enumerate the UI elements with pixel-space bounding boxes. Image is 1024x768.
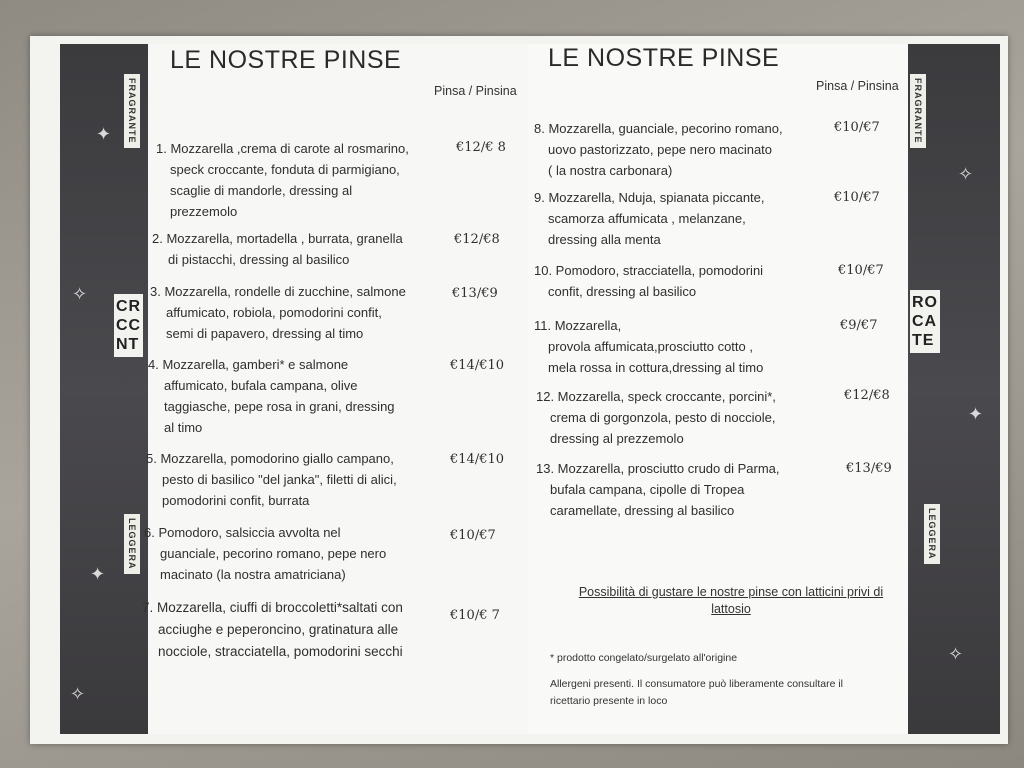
menu-item xyxy=(152,228,442,270)
item-line: semi di papavero, dressing al timo xyxy=(166,326,364,341)
item-line: pesto di basilico "del janka", filetti di alici, xyxy=(162,472,397,487)
menu-right-pane xyxy=(528,44,908,734)
item-line: guanciale, pecorino romano, pepe nero xyxy=(160,546,387,561)
menu-item xyxy=(536,386,826,449)
sparkle-icon: ✧ xyxy=(958,164,974,184)
item-line: 9. Mozzarella, Nduja, spianata piccante, xyxy=(534,190,765,205)
right-big-line: TE xyxy=(912,332,935,349)
frozen-product-note: * prodotto congelato/surgelato all'origine xyxy=(550,652,738,664)
sparkle-icon: ✦ xyxy=(90,564,106,584)
allergen-note xyxy=(550,676,920,710)
item-line: acciughe e peperoncino, gratinatura alle xyxy=(158,622,399,637)
lactose-free-note xyxy=(546,584,916,618)
item-price: €10/€7 xyxy=(834,190,880,205)
page-title: LE NOSTRE PINSE xyxy=(170,46,402,74)
left-big-letters xyxy=(114,294,143,357)
item-line: 8. Mozzarella, guanciale, pecorino romano, xyxy=(534,121,783,136)
item-line: 2. Mozzarella, mortadella , burrata, granella xyxy=(152,231,403,246)
item-price: €13/€9 xyxy=(846,461,892,476)
menu-item xyxy=(144,522,444,585)
item-line: dressing alla menta xyxy=(548,232,661,247)
item-price: €12/€ 8 xyxy=(456,140,506,155)
item-line: bufala campana, cipolle di Tropea xyxy=(550,482,745,497)
menu-item xyxy=(148,354,438,438)
page-title: LE NOSTRE PINSE xyxy=(548,44,780,72)
item-price: €10/€7 xyxy=(450,528,496,543)
left-big-line: CC xyxy=(116,317,142,334)
item-line: di pistacchi, dressing al basilico xyxy=(168,252,350,267)
price-column-label: Pinsa / Pinsina xyxy=(434,84,517,98)
item-price: €10/€7 xyxy=(838,263,884,278)
menu-item xyxy=(534,315,824,378)
item-line: 13. Mozzarella, prosciutto crudo di Parma, xyxy=(536,461,780,476)
right-bottom-tag: LEGGERA xyxy=(924,504,940,564)
menu-item xyxy=(534,187,824,250)
item-line: uovo pastorizzato, pepe nero macinato xyxy=(548,142,773,157)
item-line: taggiasche, pepe rosa in grani, dressing xyxy=(164,399,395,414)
sparkle-icon: ✧ xyxy=(72,284,88,304)
item-line: 6. Pomodoro, salsiccia avvolta nel xyxy=(144,525,341,540)
right-big-letters xyxy=(910,290,940,353)
item-price: €10/€ 7 xyxy=(450,608,500,623)
item-line: provola affumicata,prosciutto cotto , xyxy=(548,339,753,354)
item-price: €10/€7 xyxy=(834,120,880,135)
left-decorative-band xyxy=(60,44,148,734)
item-line: al timo xyxy=(164,420,203,435)
item-line: ( la nostra carbonara) xyxy=(548,163,673,178)
item-price: €14/€10 xyxy=(450,358,505,373)
item-line: nocciole, stracciatella, pomodorini secchi xyxy=(158,644,403,659)
item-line: 3. Mozzarella, rondelle di zucchine, salmone xyxy=(150,284,406,299)
item-price: €12/€8 xyxy=(844,388,890,403)
menu-item xyxy=(534,118,824,181)
item-line: crema di gorgonzola, pesto di nocciole, xyxy=(550,410,776,425)
right-big-line: CA xyxy=(912,313,938,330)
note-line: Allergeni presenti. Il consumatore può liberamente consultare il xyxy=(550,678,843,690)
item-line: 12. Mozzarella, speck croccante, porcini*, xyxy=(536,389,776,404)
item-line: pomodorini confit, burrata xyxy=(162,493,310,508)
note-line: ricettario presente in loco xyxy=(550,695,668,707)
item-line: scaglie di mandorle, dressing al xyxy=(170,183,353,198)
menu-item xyxy=(150,281,440,344)
menu-item xyxy=(534,260,824,302)
sparkle-icon: ✧ xyxy=(948,644,964,664)
menu-item xyxy=(146,448,446,511)
item-line: speck croccante, fonduta di parmigiano, xyxy=(170,162,400,177)
note-line: Possibilità di gustare le nostre pinse con latticini privi di xyxy=(578,585,884,599)
item-line: affumicato, robiola, pomodorini confit, xyxy=(166,305,382,320)
item-line: 11. Mozzarella, xyxy=(534,318,622,333)
left-big-line: CR xyxy=(116,298,142,315)
item-line: 4. Mozzarella, gamberi* e salmone xyxy=(148,357,349,372)
item-price: €13/€9 xyxy=(452,286,498,301)
item-price: €9/€7 xyxy=(840,318,878,333)
item-line: scamorza affumicata , melanzane, xyxy=(548,211,746,226)
item-line: dressing al prezzemolo xyxy=(550,431,684,446)
sparkle-icon: ✦ xyxy=(968,404,984,424)
item-line: caramellate, dressing al basilico xyxy=(550,503,735,518)
item-price: €14/€10 xyxy=(450,452,505,467)
item-line: 1. Mozzarella ,crema di carote al rosmarino, xyxy=(156,141,409,156)
price-column-label: Pinsa / Pinsina xyxy=(816,79,899,93)
right-big-line: RO xyxy=(912,294,938,311)
note-line: lattosio xyxy=(711,602,751,616)
sparkle-icon: ✦ xyxy=(96,124,112,144)
item-line: macinato (la nostra amatriciana) xyxy=(160,567,346,582)
left-big-line: NT xyxy=(116,336,140,353)
right-top-tag: FRAGRANTE xyxy=(910,74,926,148)
menu-item xyxy=(536,458,826,521)
item-line: 10. Pomodoro, stracciatella, pomodorini xyxy=(534,263,764,278)
item-line: mela rossa in cottura,dressing al timo xyxy=(548,360,764,375)
menu-left-pane xyxy=(142,44,528,734)
left-top-tag: FRAGRANTE xyxy=(124,74,140,148)
item-line: 5. Mozzarella, pomodorino giallo campano, xyxy=(146,451,394,466)
sparkle-icon: ✧ xyxy=(70,684,86,704)
right-decorative-band xyxy=(908,44,1000,734)
item-price: €12/€8 xyxy=(454,232,500,247)
item-line: 7. Mozzarella, ciuffi di broccoletti*saltati con xyxy=(142,600,403,615)
menu-item xyxy=(142,597,442,663)
item-line: prezzemolo xyxy=(170,204,238,219)
item-line: affumicato, bufala campana, olive xyxy=(164,378,358,393)
item-line: confit, dressing al basilico xyxy=(548,284,697,299)
menu-item xyxy=(156,138,436,222)
left-bottom-tag: LEGGERA xyxy=(124,514,140,574)
